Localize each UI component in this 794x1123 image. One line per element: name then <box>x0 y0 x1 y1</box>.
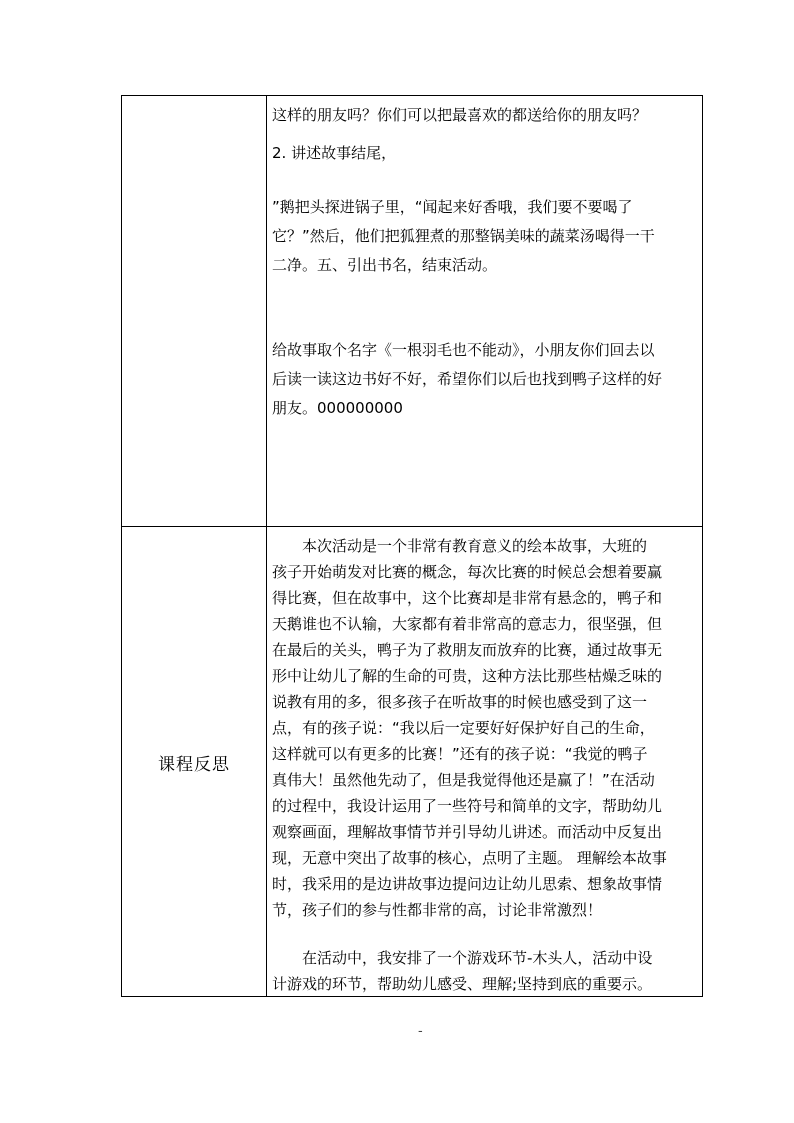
text-line: 朋友。000000000 <box>272 399 403 417</box>
text-line: 点，有的孩子说：“我以后一定要好好保护好自己的生命， <box>272 719 655 737</box>
text-line: 得比赛，但在故事中，这个比赛却是非常有悬念的，鸭子和 <box>272 589 663 607</box>
text-line: 这样就可以有更多的比赛！”还有的孩子说：“我觉的鸭子 <box>272 745 648 763</box>
row-label-course-reflection: 课程反思 <box>158 755 230 775</box>
text-line: 的过程中，我设计运用了一些符号和简单的文字，帮助幼儿 <box>272 797 663 815</box>
text-line: 形中让幼儿了解的生命的可贵，这种方法比那些枯燥乏味的 <box>272 667 663 685</box>
column-divider <box>266 96 267 996</box>
text-line: 说教有用的多，很多孩子在听故事的时候也感受到了这一 <box>272 693 648 711</box>
text-line: 孩子开始萌发对比赛的概念，每次比赛的时候总会想着要赢 <box>272 563 663 581</box>
text-line: 天鹅谁也不认输，大家都有着非常高的意志力，很坚强，但 <box>272 615 663 633</box>
text-line: 给故事取个名字《一根羽毛也不能动》，小朋友你们回去以 <box>272 341 655 359</box>
text-line: 时，我采用的是边讲故事边提问边让幼儿思索、想象故事情 <box>272 875 663 893</box>
page-footer-mark: - <box>418 1024 423 1039</box>
text-line: 2. 讲述故事结尾， <box>272 144 397 162</box>
paragraph-story-ending <box>272 193 702 280</box>
paragraph-question <box>272 105 702 125</box>
text-line: 本次活动是一个非常有教育意义的绘本故事，大班的 <box>272 537 648 555</box>
lesson-plan-table <box>121 95 703 997</box>
text-line: 真伟大！虽然他先动了，但是我觉得他还是赢了！”在活动 <box>272 771 655 789</box>
text-line: 这样的朋友吗？你们可以把最喜欢的都送给你的朋友吗？ <box>272 106 648 124</box>
text-line: 现，无意中突出了故事的核心，点明了主题。 理解绘本故事 <box>272 849 667 867</box>
paragraph-reflection <box>272 533 702 923</box>
text-line: 观察画面，理解故事情节并引导幼儿讲述。而活动中反复出 <box>272 823 663 841</box>
text-line: 后读一读这边书好不好，希望你们以后也找到鸭子这样的好 <box>272 370 663 388</box>
text-line: 节，孩子们的参与性都非常的高，讨论非常激烈！ <box>272 901 603 919</box>
paragraph-game-activity <box>272 945 702 997</box>
text-line: 它？”然后，他们把狐狸煮的那整锅美味的蔬菜汤喝得一干 <box>272 227 655 245</box>
paragraph-step-2 <box>272 143 702 163</box>
text-line: 在最后的关头，鸭子为了救朋友而放弃的比赛，通过故事无 <box>272 641 663 659</box>
text-line: 计游戏的环节，帮助幼儿感受、理解;坚持到底的重要示。 <box>272 975 653 993</box>
text-line: 在活动中，我安排了一个游戏环节-木头人，活动中设 <box>272 949 653 967</box>
text-line: ”鹅把头探进锅子里，“闻起来好香哦，我们要不要喝了 <box>272 198 633 216</box>
paragraph-book-title <box>272 336 702 423</box>
text-line: 二净。五、引出书名，结束活动。 <box>272 256 498 274</box>
